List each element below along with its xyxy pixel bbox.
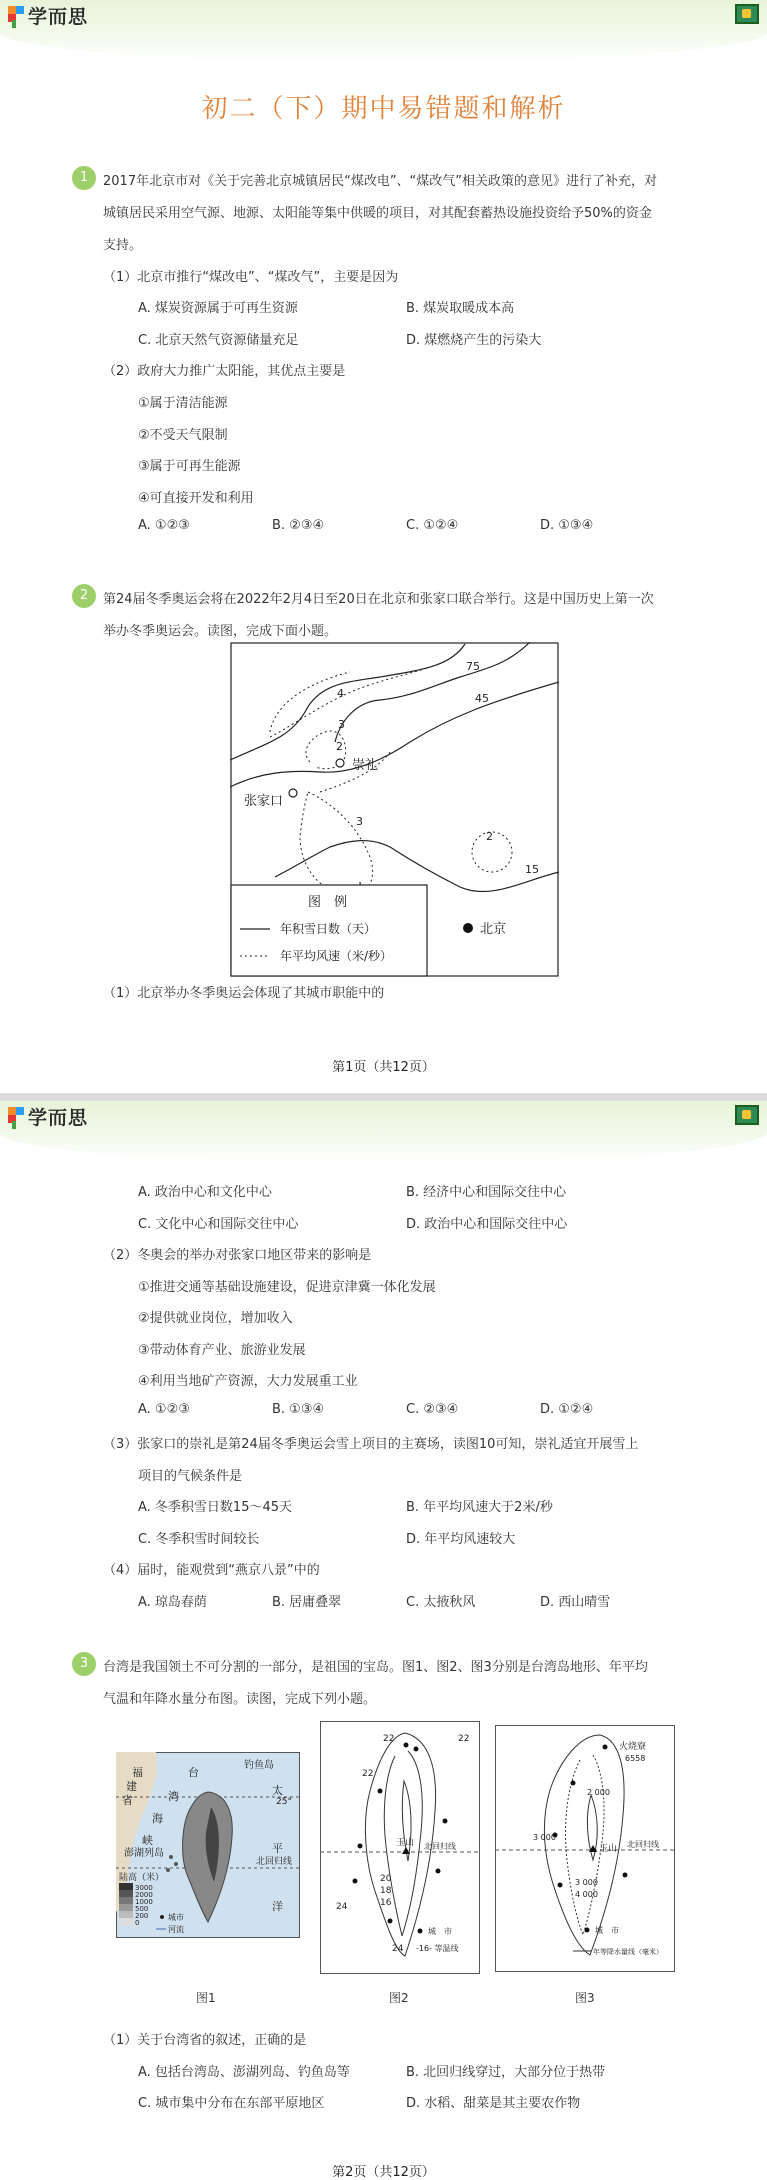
contour-label: 75 bbox=[466, 660, 480, 673]
iso-label: 20 bbox=[380, 1874, 392, 1884]
q2-sub4-stem: （4）届时，能观赏到“燕京八景”中的 bbox=[103, 1563, 320, 1578]
contour-label: 2 bbox=[486, 830, 493, 843]
option-d[interactable]: D. 水稻、甜菜是其主要农作物 bbox=[406, 2096, 581, 2111]
winter-olympics-map bbox=[230, 642, 559, 977]
iso-label: 24 bbox=[392, 1944, 404, 1954]
statement-item: ②不受天气限制 bbox=[138, 428, 228, 443]
iso-label: 16 bbox=[380, 1898, 392, 1908]
option-c[interactable]: C. 冬季积雪时间较长 bbox=[138, 1532, 260, 1547]
contour-label: 15 bbox=[525, 863, 539, 876]
fig2-legend-city: 城 市 bbox=[428, 1927, 452, 1936]
map-label-zhangjiakou: 张家口 bbox=[244, 794, 284, 809]
elev-label: 200 bbox=[135, 1912, 149, 1920]
q2-sub3-stem: （3）张家口的崇礼是第24届冬季奥运会雪上项目的主赛场，读图10可知，崇礼适宜开展雪上 bbox=[103, 1437, 639, 1452]
iso-label: 3 000 bbox=[575, 1878, 598, 1887]
legend-title: 图 例 bbox=[308, 895, 348, 910]
fig1-label-hai: 海 bbox=[152, 1812, 163, 1825]
contour-label: 3 bbox=[338, 718, 345, 731]
fig1-label-penghu: 澎湖列岛 bbox=[124, 1848, 164, 1859]
fig2-label-yushan: 玉山 bbox=[396, 1838, 415, 1848]
taiwan-precipitation-map bbox=[495, 1725, 675, 1972]
fig1-label-fujian: 福 bbox=[132, 1766, 143, 1779]
fig1-label-tai: 台 bbox=[188, 1766, 199, 1779]
fig3-label-yushan: 玉山 bbox=[599, 1844, 618, 1854]
q2-stem-line: 举办冬季奥运会。读图，完成下面小题。 bbox=[103, 624, 338, 639]
iso-label: 4 000 bbox=[575, 1890, 598, 1899]
option-a[interactable]: A. 政治中心和文化中心 bbox=[138, 1185, 272, 1200]
q1-sub2-stem: （2）政府大力推广太阳能，其优点主要是 bbox=[103, 364, 346, 379]
option-a[interactable]: A. ①②③ bbox=[138, 1402, 190, 1417]
page-separator bbox=[0, 1093, 767, 1101]
brand-logo bbox=[8, 1103, 88, 1129]
option-c[interactable]: C. 北京天然气资源储量充足 bbox=[138, 333, 299, 348]
q2-stem-line: 第24届冬季奥运会将在2022年2月4日至20日在北京和张家口联合举行。这是中国历史上第一次 bbox=[103, 592, 654, 607]
q2-sub3-stem: 项目的气候条件是 bbox=[138, 1469, 243, 1484]
contour-label: 2 bbox=[336, 740, 343, 753]
header-band bbox=[0, 1101, 767, 1163]
contour-label: 4 bbox=[337, 687, 344, 700]
q3-stem-line: 气温和年降水量分布图。读图，完成下列小题。 bbox=[103, 1692, 377, 1707]
q1-stem-line: 支持。 bbox=[103, 238, 143, 253]
fig1-label-jian: 建 bbox=[126, 1780, 137, 1793]
option-d[interactable]: D. 煤燃烧产生的污染大 bbox=[406, 333, 542, 348]
fig1-legend-river: 河流 bbox=[168, 1925, 184, 1934]
figure-caption: 图3 bbox=[575, 1991, 595, 2005]
iso-label: 2 000 bbox=[587, 1788, 610, 1797]
fig1-label-xia: 峡 bbox=[142, 1834, 153, 1847]
elev-label: 500 bbox=[135, 1905, 149, 1913]
fig2-label-tropic: 北回归线 bbox=[424, 1842, 456, 1851]
option-b[interactable]: B. ②③④ bbox=[272, 518, 325, 533]
fig1-label-sheng: 省 bbox=[122, 1794, 133, 1807]
statement-item: ③带动体育产业、旅游业发展 bbox=[138, 1343, 306, 1358]
option-c[interactable]: C. 城市集中分布在东部平原地区 bbox=[138, 2096, 325, 2111]
fig2-legend-iso: -16- 等温线 bbox=[416, 1944, 459, 1953]
q1-stem-line: 2017年北京市对《关于完善北京城镇居民“煤改电”、“煤改气”相关政策的意见》进行了补充，对 bbox=[103, 174, 658, 189]
logo-mark-icon bbox=[8, 1105, 24, 1127]
elev-label: 3000 bbox=[135, 1884, 153, 1892]
fig1-label-diaoyu: 钓鱼岛 bbox=[244, 1760, 274, 1771]
iso-label: 3 000 bbox=[533, 1833, 556, 1842]
brand-name: 学而思 bbox=[28, 5, 89, 28]
elev-label: 1000 bbox=[135, 1898, 153, 1906]
option-b[interactable]: B. 经济中心和国际交往中心 bbox=[406, 1185, 567, 1200]
q1-stem-line: 城镇居民采用空气源、地源、太阳能等集中供暖的项目，对其配套蓄热设施投资给予50%的资金 bbox=[103, 206, 652, 221]
book-icon bbox=[735, 1105, 759, 1125]
option-a[interactable]: A. 冬季积雪日数15～45天 bbox=[138, 1500, 293, 1515]
question-number-badge: 1 bbox=[72, 166, 96, 190]
map-label-chongli: 崇礼 bbox=[352, 758, 379, 773]
page-number: 第1页（共12页） bbox=[332, 1060, 435, 1075]
legend-dotted-label: 年平均风速（米/秒） bbox=[280, 949, 393, 963]
option-c[interactable]: C. 文化中心和国际交往中心 bbox=[138, 1217, 299, 1232]
fig1-label-ping: 平 bbox=[272, 1842, 283, 1855]
fig1-label-tropic: 北回归线 bbox=[256, 1857, 293, 1867]
q3-sub1-stem: （1）关于台湾省的叙述，正确的是 bbox=[103, 2033, 307, 2048]
taiwan-terrain-map bbox=[116, 1752, 300, 1938]
brand-logo bbox=[8, 2, 88, 28]
statement-item: ③属于可再生能源 bbox=[138, 459, 241, 474]
elev-label: 2000 bbox=[135, 1891, 153, 1899]
statement-item: ①推进交通等基础设施建设，促进京津冀一体化发展 bbox=[138, 1280, 436, 1295]
legend-solid-label: 年积雪日数（天） bbox=[280, 922, 377, 936]
iso-label: 24 bbox=[336, 1902, 348, 1912]
option-d[interactable]: D. 政治中心和国际交往中心 bbox=[406, 1217, 568, 1232]
option-b[interactable]: B. ①③④ bbox=[272, 1402, 325, 1417]
book-icon bbox=[735, 4, 759, 24]
question-number-badge: 2 bbox=[72, 584, 96, 608]
option-b[interactable]: B. 北回归线穿过，大部分位于热带 bbox=[406, 2065, 606, 2080]
option-d[interactable]: D. 年平均风速较大 bbox=[406, 1532, 516, 1547]
fig3-label-tropic: 北回归线 bbox=[627, 1840, 659, 1849]
brand-name: 学而思 bbox=[28, 1106, 89, 1129]
option-a[interactable]: A. 包括台湾岛、澎湖列岛、钓鱼岛等 bbox=[138, 2065, 350, 2080]
fig3-legend-city: 城 市 bbox=[595, 1926, 619, 1935]
question-number-badge: 3 bbox=[72, 1652, 96, 1676]
fig1-legend-city: 城市 bbox=[168, 1913, 184, 1922]
contour-label: 3 bbox=[356, 815, 363, 828]
option-c[interactable]: C. ②③④ bbox=[406, 1402, 459, 1417]
fig1-label-lat25: 25° bbox=[276, 1797, 292, 1807]
taiwan-temperature-map bbox=[320, 1721, 480, 1974]
option-c[interactable]: C. 太掖秋风 bbox=[406, 1595, 476, 1610]
figure-caption: 图2 bbox=[389, 1991, 409, 2005]
figure-caption: 图1 bbox=[196, 1991, 216, 2005]
q2-sub1-stem: （1）北京举办冬季奥运会体现了其城市职能中的 bbox=[103, 986, 385, 1001]
q2-sub2-stem: （2）冬奥会的举办对张家口地区带来的影响是 bbox=[103, 1248, 372, 1263]
iso-label: 22 bbox=[362, 1769, 374, 1779]
page-title: 初二（下）期中易错题和解析 bbox=[201, 94, 566, 124]
fig1-label-taiping: 太 bbox=[272, 1784, 283, 1797]
page-number: 第2页（共12页） bbox=[332, 2165, 435, 2180]
fig3-label-value: 6558 bbox=[625, 1754, 646, 1763]
option-b[interactable]: B. 煤炭取暖成本高 bbox=[406, 301, 515, 316]
q3-stem-line: 台湾是我国领土不可分割的一部分，是祖国的宝岛。图1、图2、图3分别是台湾岛地形、年平均 bbox=[103, 1660, 648, 1675]
fig1-label-wan: 湾 bbox=[168, 1790, 179, 1803]
iso-label: 22 bbox=[383, 1734, 395, 1744]
option-d[interactable]: D. 西山晴雪 bbox=[540, 1595, 611, 1610]
map-label-beijing: 北京 bbox=[480, 922, 507, 937]
fig1-legend-title: 陆高（米） bbox=[119, 1873, 165, 1883]
option-d[interactable]: D. ①③④ bbox=[540, 518, 594, 533]
option-b[interactable]: B. 居庸叠翠 bbox=[272, 1595, 342, 1610]
statement-item: ②提供就业岗位，增加收入 bbox=[138, 1311, 293, 1326]
page-2 bbox=[0, 1101, 767, 2180]
iso-label: 22 bbox=[458, 1734, 470, 1744]
fig3-label-huoshao: 火烧寮 bbox=[619, 1742, 647, 1752]
statement-item: ④可直接开发和利用 bbox=[138, 491, 254, 506]
option-c[interactable]: C. ①②④ bbox=[406, 518, 459, 533]
statement-item: ④利用当地矿产资源，大力发展重工业 bbox=[138, 1374, 358, 1389]
statement-item: ①属于清洁能源 bbox=[138, 396, 228, 411]
option-a[interactable]: A. 琼岛春荫 bbox=[138, 1595, 207, 1610]
header-band bbox=[0, 0, 767, 62]
fig1-label-yang: 洋 bbox=[272, 1900, 283, 1913]
option-a[interactable]: A. 煤炭资源属于可再生资源 bbox=[138, 301, 298, 316]
elev-label: 0 bbox=[135, 1919, 140, 1927]
contour-label: 45 bbox=[475, 692, 489, 705]
logo-mark-icon bbox=[8, 4, 24, 26]
option-b[interactable]: B. 年平均风速大于2米/秒 bbox=[406, 1500, 553, 1515]
fig3-legend-iso: 年等降水量线（毫米） bbox=[593, 1948, 663, 1956]
q1-sub1-stem: （1）北京市推行“煤改电”、“煤改气”，主要是因为 bbox=[103, 270, 399, 285]
option-d[interactable]: D. ①②④ bbox=[540, 1402, 594, 1417]
iso-label: 18 bbox=[380, 1886, 392, 1896]
option-a[interactable]: A. ①②③ bbox=[138, 518, 190, 533]
